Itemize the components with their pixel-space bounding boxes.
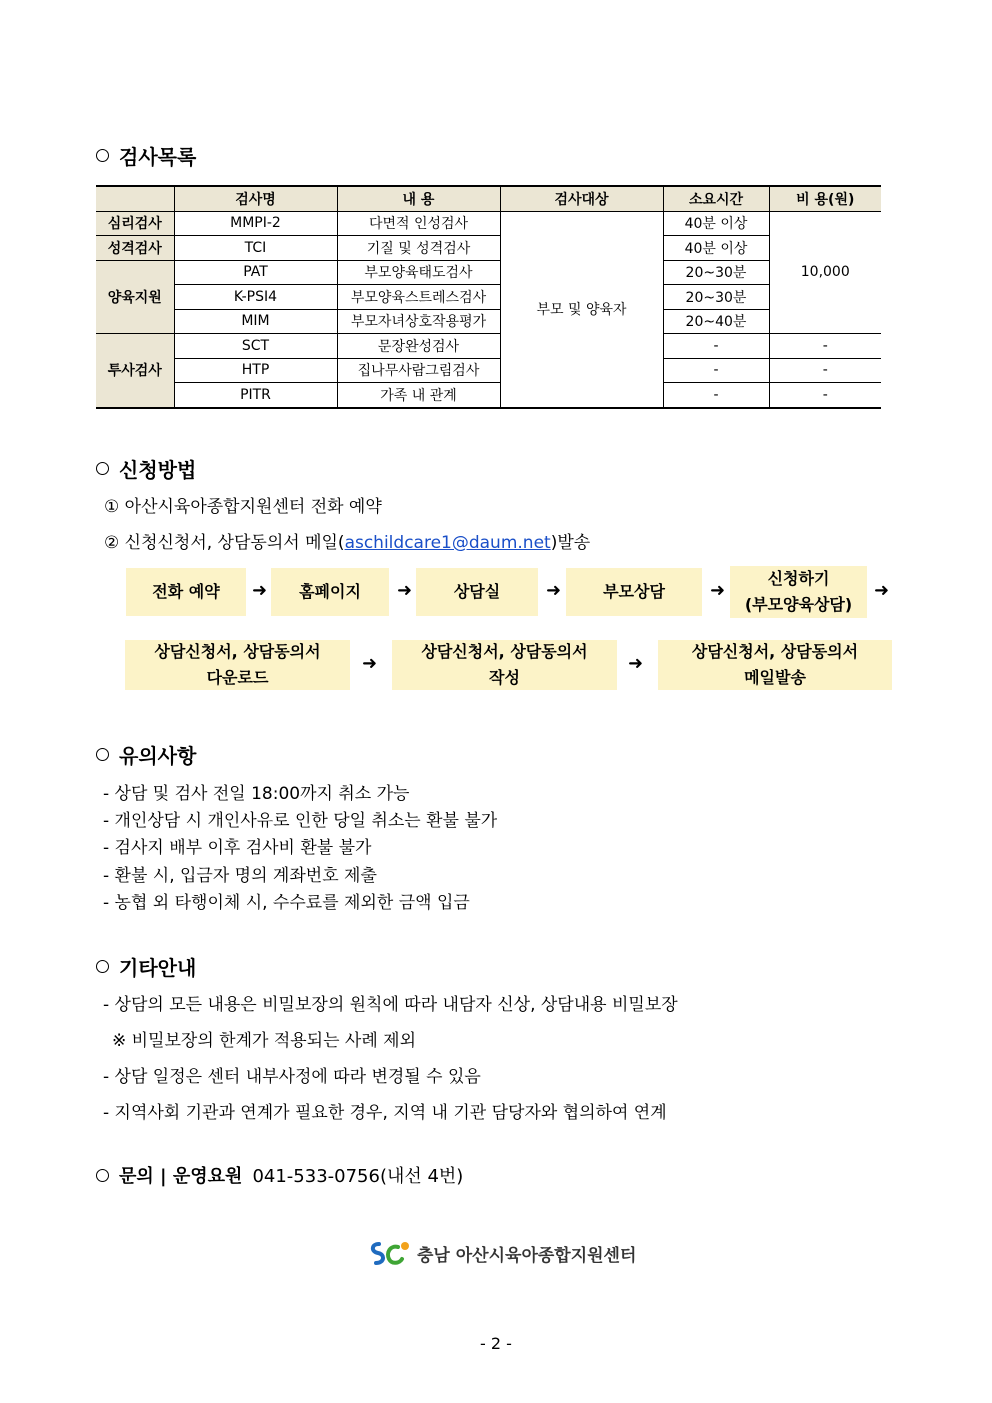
exam-time-cell: - — [663, 358, 769, 383]
table-row — [96, 236, 881, 261]
exam-content-cell: 집나무사람그림검사 — [337, 358, 500, 383]
exam-name-cell: HTP — [174, 358, 337, 383]
flow-box-homepage: 홈페이지 — [271, 568, 389, 616]
header-cell-cost: 비 용(원) — [769, 186, 881, 211]
note-item: - 환불 시, 입금자 명의 계좌번호 제출 — [103, 866, 377, 886]
flow-box-mail-send — [658, 640, 892, 690]
section-title-notes — [96, 740, 196, 769]
exam-table — [96, 185, 881, 409]
exam-name-cell: PAT — [174, 260, 337, 285]
table-row — [96, 260, 881, 285]
flow-box-line1: 상담신청서, 상담동의서 — [421, 642, 588, 661]
table-row — [96, 334, 881, 359]
contact-line — [96, 1162, 463, 1188]
exam-content-cell: 다면적 인성검사 — [337, 211, 500, 236]
section-title-apply — [96, 454, 196, 483]
target-cell: 부모 및 양육자 — [500, 211, 663, 408]
table-row — [96, 285, 881, 310]
exam-content-cell: 문장완성검사 — [337, 334, 500, 359]
exam-content-cell: 가족 내 관계 — [337, 383, 500, 408]
section-title-text: 유의사항 — [119, 744, 197, 768]
note-item: - 농협 외 타행이체 시, 수수료를 제외한 금액 입금 — [103, 893, 470, 913]
flow-box-line2: 다운로드 — [206, 668, 269, 687]
apply-step-2-prefix: ② 신청신청서, 상담동의서 메일( — [104, 533, 345, 553]
flow-box-line1: 상담신청서, 상담동의서 — [154, 642, 321, 661]
category-cell: 심리검사 — [96, 211, 174, 236]
etc-item: - 상담 일정은 센터 내부사정에 따라 변경될 수 있음 — [103, 1067, 481, 1087]
exam-content-cell: 기질 및 성격검사 — [337, 236, 500, 261]
header-cell-time: 소요시간 — [663, 186, 769, 211]
circle-bullet-icon — [96, 748, 109, 761]
exam-name-cell: MMPI-2 — [174, 211, 337, 236]
flow-box-phone-reservation: 전화 예약 — [126, 568, 246, 616]
cost-cell: 10,000 — [769, 211, 881, 334]
arrow-right-icon: ➜ — [874, 580, 890, 601]
table-header-row — [96, 186, 881, 211]
category-cell: 투사검사 — [96, 334, 174, 408]
note-item: - 개인상담 시 개인사유로 인한 당일 취소는 환불 불가 — [103, 811, 498, 831]
exam-time-cell: 20~30분 — [663, 285, 769, 310]
exam-time-cell: 20~40분 — [663, 309, 769, 334]
arrow-right-icon: ➜ — [397, 580, 413, 601]
center-logo-icon — [367, 1238, 411, 1268]
table-row — [96, 358, 881, 383]
page-number: - 2 - — [480, 1334, 512, 1353]
section-title-text: 기타안내 — [119, 956, 197, 980]
etc-item: ※ 비밀보장의 한계가 적용되는 사례 제외 — [112, 1031, 417, 1051]
exam-time-cell: 20~30분 — [663, 260, 769, 285]
exam-cost-cell: - — [769, 358, 881, 383]
exam-name-cell: MIM — [174, 309, 337, 334]
arrow-right-icon: ➜ — [628, 653, 644, 674]
header-cell-blank — [96, 186, 174, 211]
circle-bullet-icon — [96, 462, 109, 475]
contact-label: 문의 | 운영요원 — [119, 1166, 243, 1187]
note-item: - 상담 및 검사 전일 18:00까지 취소 가능 — [103, 784, 410, 804]
exam-content-cell: 부모양육스트레스검사 — [337, 285, 500, 310]
header-cell-name: 검사명 — [174, 186, 337, 211]
flow-box-download — [125, 640, 350, 690]
flow-box-line2: 작성 — [489, 668, 520, 687]
exam-time-cell: - — [663, 334, 769, 359]
section-title-exam-list — [96, 141, 196, 170]
exam-name-cell: K-PSI4 — [174, 285, 337, 310]
note-item: - 검사지 배부 이후 검사비 환불 불가 — [103, 838, 372, 858]
center-logo-text: 충남 아산시육아종합지원센터 — [417, 1245, 637, 1266]
exam-time-cell: 40분 이상 — [663, 236, 769, 261]
section-title-text: 신청방법 — [119, 458, 197, 482]
flow-box-write — [392, 640, 617, 690]
flow-box-parent-counseling: 부모상담 — [566, 568, 702, 616]
section-title-etc — [96, 952, 196, 981]
arrow-right-icon: ➜ — [362, 653, 378, 674]
circle-bullet-icon — [96, 149, 109, 162]
arrow-right-icon: ➜ — [710, 580, 726, 601]
category-cell: 성격검사 — [96, 236, 174, 261]
exam-time-cell: - — [663, 383, 769, 408]
flow-box-apply — [730, 566, 867, 618]
center-logo — [367, 1238, 636, 1268]
circle-bullet-icon — [96, 960, 109, 973]
exam-content-cell: 부모자녀상호작용평가 — [337, 309, 500, 334]
exam-cost-cell: - — [769, 383, 881, 408]
apply-step-1: ① 아산시육아종합지원센터 전화 예약 — [104, 497, 382, 517]
exam-time-cell: 40분 이상 — [663, 211, 769, 236]
flow-box-line1: 상담신청서, 상담동의서 — [691, 642, 859, 661]
table-row — [96, 211, 881, 236]
arrow-right-icon: ➜ — [546, 580, 562, 601]
exam-name-cell: TCI — [174, 236, 337, 261]
flow-box-counseling-room: 상담실 — [416, 568, 538, 616]
table-row — [96, 383, 881, 408]
etc-item: - 상담의 모든 내용은 비밀보장의 원칙에 따라 내담자 신상, 상담내용 비밀보장 — [103, 995, 678, 1015]
header-cell-target: 검사대상 — [500, 186, 663, 211]
exam-cost-cell: - — [769, 334, 881, 359]
exam-name-cell: SCT — [174, 334, 337, 359]
email-link[interactable]: aschildcare1@daum.net — [344, 533, 551, 553]
arrow-right-icon: ➜ — [252, 580, 268, 601]
apply-step-2 — [104, 528, 590, 553]
exam-name-cell: PITR — [174, 383, 337, 408]
etc-item: - 지역사회 기관과 연계가 필요한 경우, 지역 내 기관 담당자와 협의하여 연계 — [103, 1103, 667, 1123]
category-cell: 양육지원 — [96, 260, 174, 334]
section-title-text: 검사목록 — [119, 145, 197, 169]
contact-value: 041-533-0756(내선 4번) — [252, 1166, 464, 1187]
exam-content-cell: 부모양육태도검사 — [337, 260, 500, 285]
table-row — [96, 309, 881, 334]
circle-bullet-icon — [96, 1169, 109, 1182]
apply-step-2-suffix: )발송 — [550, 533, 591, 553]
flow-box-apply-line1: 신청하기 — [767, 569, 830, 588]
header-cell-content: 내 용 — [337, 186, 500, 211]
flow-box-apply-line2: (부모양육상담) — [744, 595, 853, 614]
flow-box-line2: 메일발송 — [744, 668, 806, 687]
